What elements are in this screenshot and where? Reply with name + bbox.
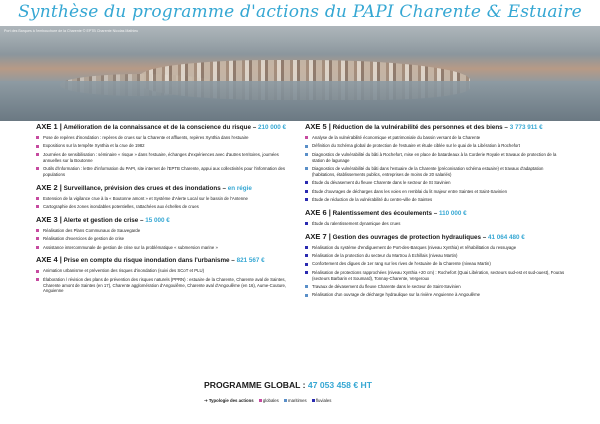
action-item-maritimes xyxy=(305,284,567,290)
action-text: Élaboration / révision des plans de prévention des risques naturels (PPRN) : estuaire de la Charente, Charente aval de Saintes, Charente amont de Saintes (en 17), Charente agglomération d'Angoulême, Charente aval d'Angoulême (en 16), Aume-Couture, Anguienne xyxy=(43,276,287,294)
action-type-bullet xyxy=(36,246,39,249)
action-type-bullet xyxy=(36,153,39,156)
axe-number: AXE 5 | xyxy=(305,122,331,131)
action-item-globales xyxy=(36,143,298,149)
action-type-bullet xyxy=(36,237,39,240)
action-item-maritimes xyxy=(305,292,567,298)
action-item-fluviales xyxy=(305,253,567,259)
action-item-fluviales xyxy=(305,221,567,227)
action-text: Journées de sensibilisation : séminaire « risque » dans l'estuaire, échanges d'expériences avec d'autres territoires, journées annuelles sur la Boutonne xyxy=(43,151,279,163)
action-item-globales xyxy=(36,277,298,294)
left-column xyxy=(36,122,298,299)
axe-heading xyxy=(36,122,298,131)
axe-amount: 3 773 911 € xyxy=(509,124,543,131)
action-item-globales xyxy=(36,236,298,242)
action-text: Réalisation de la protection du secteur du Martrou à Echillais (niveau Martin) xyxy=(312,252,458,258)
legend-item-maritimes: maritimes xyxy=(288,398,307,403)
action-type-bullet xyxy=(305,181,308,184)
axe-amount: 15 000 € xyxy=(145,216,170,224)
programme-total xyxy=(204,380,372,390)
action-type-bullet xyxy=(36,136,39,139)
action-item-fluviales xyxy=(305,270,567,282)
axe-title: Alerte et gestion de crise – xyxy=(63,216,144,224)
action-item-fluviales xyxy=(305,180,567,186)
action-text: Extension de la vigilance crue à la « Boutonne amont » et Système d'Alerte Local sur le bassin de l'Antenne xyxy=(43,195,248,201)
legend-item-fluviales: fluviales xyxy=(315,398,332,403)
axe-title: Surveillance, prévision des crues et des inondations – xyxy=(63,184,226,192)
axe-title: Ralentissement des écoulements – xyxy=(332,209,438,217)
action-text: Expositions sur la tempête Xynthia et la crue de 1982 xyxy=(43,143,145,149)
action-text: Assistance intercommunale de gestion de crise sur la problématique « submersion marine » xyxy=(43,244,218,250)
action-text: Réalisation d'un ouvrage de décharge hydraulique sur la rivière Anguienne à Angoulême xyxy=(312,292,481,298)
action-item-fluviales xyxy=(305,261,567,267)
legend xyxy=(204,398,331,404)
action-item-globales xyxy=(36,268,298,274)
action-text: Réalisation de protections rapprochées (niveau Xynthia +20 cm) : Rochefort (Quai Libération, secteurs sud-est et sud-ouest), Fouras (secteurs Barbarin et Soumard), Tonnay-Charente, Vergeroux xyxy=(312,269,565,281)
action-text: Outils d'information : lettre d'information du PAPI, site internet de l'EPTB Charente, appui aux collectivités pour l'information des populations xyxy=(43,165,286,177)
action-text: Confortement des digues de 1er rang sur les rives de l'estuaire de la Charente (niveau Martin) xyxy=(312,261,491,267)
action-type-bullet xyxy=(36,229,39,232)
axe-heading xyxy=(36,215,298,224)
action-type-bullet xyxy=(305,167,308,170)
action-item-globales xyxy=(36,245,298,251)
action-text: Cartographie des zones inondables potentielles, rattachées aux échelles de crues xyxy=(43,203,199,209)
action-text: Réalisation des Plans Communaux de Sauvegarde xyxy=(43,227,141,233)
action-text: Travaux de dévasement du fleuve Charente dans le secteur de Saint-Savinien xyxy=(312,283,461,289)
banner-photo xyxy=(0,26,600,121)
action-type-bullet xyxy=(305,190,308,193)
action-type-bullet xyxy=(36,197,39,200)
action-text: Diagnostics de vulnérabilité du bâti dans l'estuaire de la Charente (préconisation schéma estuaire) et travaux d'adaptation (habitations, établissements publics, entreprises de moins de 20 salariés) xyxy=(312,165,544,177)
axe-number: AXE 4 | xyxy=(36,255,62,265)
action-item-fluviales xyxy=(305,197,567,203)
axe-amount: 210 000 € xyxy=(257,124,286,131)
legend-arrow-icon: ➔ xyxy=(204,398,208,403)
action-text: Étude du dévasement du fleuve Charente dans le secteur de St Savinien xyxy=(312,180,451,186)
axe-heading xyxy=(305,122,567,131)
axe-amount: 110 000 € xyxy=(439,209,467,217)
action-item-maritimes xyxy=(305,143,567,149)
legend-swatch-globales xyxy=(259,399,262,402)
action-item-maritimes xyxy=(305,166,567,178)
action-text: Définition du Schéma global de protection de l'estuaire et étude ciblée sur le quai de la Libération à Rochefort xyxy=(312,143,520,149)
action-type-bullet xyxy=(305,153,308,156)
action-type-bullet xyxy=(36,167,39,170)
action-text: Analyse de la vulnérabilité économique et patrimoniale du bassin versant de la Charente xyxy=(312,135,481,140)
axe-heading xyxy=(305,208,567,217)
action-item-globales xyxy=(305,135,567,141)
banner-credit: Port des Barques à l'embouchure de la Charente © EPTB Charente Nicolas Mathieu xyxy=(4,29,139,33)
axe-heading xyxy=(305,232,567,241)
axe-action-list xyxy=(36,196,298,210)
total-amount: 47 053 458 € HT xyxy=(307,380,372,390)
action-type-bullet xyxy=(305,294,308,297)
axe-title: Gestion des ouvrages de protection hydrauliques – xyxy=(332,233,487,241)
action-item-fluviales xyxy=(305,245,567,251)
action-item-fluviales xyxy=(305,189,567,195)
axe-number: AXE 1 | xyxy=(36,122,62,131)
axe-title: Amélioration de la connaissance et de la conscience du risque – xyxy=(63,124,257,131)
page-title: Synthèse du programme d'actions du PAPI Charente & Estuaire xyxy=(18,2,582,22)
right-column xyxy=(305,122,567,303)
action-type-bullet xyxy=(305,254,308,257)
axe-amount: 41 064 480 € xyxy=(487,233,525,241)
axe-title: Prise en compte du risque inondation dans l'urbanisme – xyxy=(63,257,235,265)
action-type-bullet xyxy=(36,145,39,148)
axe-number: AXE 7 | xyxy=(305,231,331,241)
action-item-globales xyxy=(36,166,298,178)
action-type-bullet xyxy=(36,278,39,281)
axe-number: AXE 2 | xyxy=(36,182,62,192)
action-type-bullet xyxy=(305,145,308,148)
axe-heading xyxy=(36,255,298,264)
action-item-globales xyxy=(36,204,298,210)
action-item-maritimes xyxy=(305,152,567,164)
axe-action-list xyxy=(36,268,298,294)
banner-water xyxy=(0,81,600,121)
axe-amount: en régie xyxy=(227,184,252,192)
action-type-bullet xyxy=(305,285,308,288)
action-text: Étude de réduction de la vulnérabilité du centre-ville de Saintes xyxy=(312,196,433,202)
axe-title: Réduction de la vulnérabilité des personnes et des biens – xyxy=(332,124,508,131)
axe-action-list xyxy=(305,245,567,299)
action-type-bullet xyxy=(305,198,308,201)
action-text: Pose de repères d'inondation : repères de crues sur la Charente et affluents, repères Xynthia dans l'estuaire xyxy=(43,135,249,140)
axe-action-list xyxy=(305,135,567,203)
legend-swatch-maritimes xyxy=(284,399,287,402)
action-type-bullet xyxy=(36,270,39,273)
action-type-bullet xyxy=(305,136,308,139)
action-type-bullet xyxy=(36,205,39,208)
action-text: Diagnostics de vulnérabilité du bâti à Rochefort, mise en place de batardeaux à la Corderie Royale et travaux de protection de la station de lagunage xyxy=(312,151,557,163)
action-text: Réalisation d'exercices de gestion de crise xyxy=(43,236,125,242)
legend-title: Typologie des actions xyxy=(208,398,254,403)
action-type-bullet xyxy=(305,222,308,225)
axe-action-list xyxy=(36,135,298,178)
action-type-bullet xyxy=(305,271,308,274)
axe-action-list xyxy=(305,221,567,227)
action-item-globales xyxy=(36,196,298,202)
action-item-globales xyxy=(36,228,298,234)
axe-amount: 821 567 € xyxy=(236,257,265,265)
legend-item-globales: globales xyxy=(262,398,279,403)
action-text: Étude d'ouvrages de décharges dans les voies en remblai du lit majeur entre Saintes et Saint-Savinien xyxy=(312,188,508,194)
action-text: Animation urbanisme et prévention des risques d'inondation (suivi des SCoT et PLU) xyxy=(43,268,205,274)
axe-number: AXE 3 | xyxy=(36,214,62,224)
action-text: Étude du ralentissement dynamique des crues xyxy=(312,220,401,226)
action-type-bullet xyxy=(305,263,308,266)
axe-action-list xyxy=(36,228,298,251)
action-type-bullet xyxy=(305,246,308,249)
legend-swatch-fluviales xyxy=(312,399,315,402)
action-item-globales xyxy=(36,152,298,164)
action-item-globales xyxy=(36,135,298,141)
total-label: PROGRAMME GLOBAL : xyxy=(204,380,306,390)
axe-number: AXE 6 | xyxy=(305,207,331,217)
axe-heading xyxy=(36,183,298,192)
action-text: Réalisation du système d'endiguement de Port-des-Barques (niveau Xynthia) et réhabilitation du ressuyage xyxy=(312,244,517,250)
